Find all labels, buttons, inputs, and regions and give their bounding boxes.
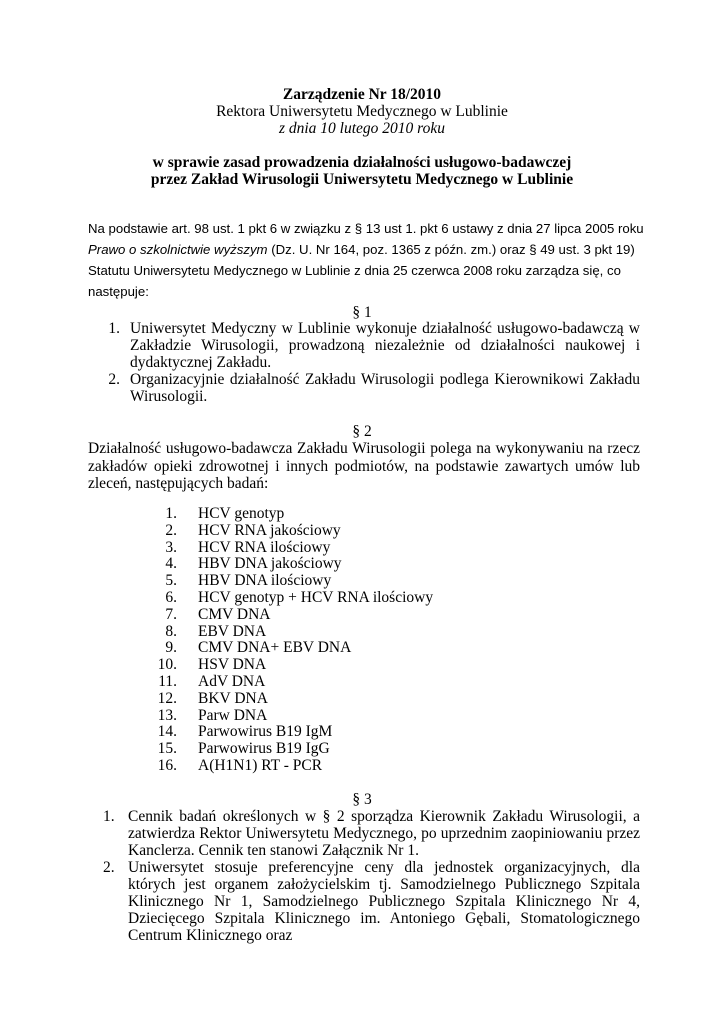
test-name: HBV DNA ilościowy (198, 572, 332, 590)
list-item (96, 320, 640, 371)
list-item (150, 606, 450, 623)
test-name: Parwowirus B19 IgM (198, 723, 333, 741)
list-item-text: Uniwersytet stosuje preferencyjne ceny dla jednostek organizacyjnych, dla których jest organem założycielskim tj. Samodzielnego Publicznego Szpitala Klinicznego Nr 1, Samodzielnego Publicznego Szpitala Klinicznego Nr 4, Dziecięcego Szpitala Klinicznego im. Antoniego Gębali, Stomatologicznego Centrum Klinicznego oraz (128, 859, 640, 944)
list-item (103, 808, 640, 859)
document-subject (0, 154, 724, 188)
list-item (150, 740, 450, 757)
preamble-act-title: Prawo o szkolnictwie wyższym (88, 242, 268, 257)
list-item-text: Organizacyjnie działalność Zakładu Wirusologii podlega Kierownikowi Zakładu Wirusologii. (130, 371, 640, 405)
test-name: HCV genotyp (198, 505, 285, 522)
list-item (150, 723, 450, 740)
test-number: 5. (165, 572, 177, 590)
list-item (150, 505, 450, 522)
list-item (103, 859, 640, 944)
test-name: HSV DNA (198, 656, 267, 674)
test-name: Parwowirus B19 IgG (198, 740, 330, 758)
test-number: 3. (165, 538, 177, 556)
document-header (0, 86, 724, 137)
list-item (150, 522, 450, 539)
list-item (150, 572, 450, 589)
test-number: 14. (157, 723, 177, 741)
list-item (150, 707, 450, 724)
preamble (88, 218, 648, 302)
list-item-number: 1. (108, 320, 120, 337)
list-item (150, 539, 450, 556)
document-date: z dnia 10 lutego 2010 roku (278, 120, 446, 137)
test-name: EBV DNA (198, 622, 267, 640)
document-issuer: Rektora Uniwersytetu Medycznego w Lublinie (216, 103, 508, 120)
test-name: HBV DNA jakościowy (198, 555, 342, 573)
test-number: 15. (157, 740, 177, 758)
section-2-sign: § 2 (352, 423, 372, 440)
test-name: BKV DNA (198, 689, 268, 707)
test-number: 11. (158, 672, 177, 690)
subject-line-1: w sprawie zasad prowadzenia działalności usługowo-badawczej (152, 154, 572, 171)
preamble-text-2: (Dz. U. Nr 164, poz. 1365 z późn. zm.) oraz § 49 ust. 3 pkt 19) Statutu Uniwersytetu Medycznego w Lublinie z dnia 25 czerwca 2008 roku zarządza się, co następuje: (88, 242, 635, 299)
test-name: HCV RNA jakościowy (198, 521, 341, 539)
list-item-number: 2. (108, 371, 120, 388)
list-item-number: 2. (103, 859, 115, 876)
list-item (150, 589, 450, 606)
test-number: 9. (165, 639, 177, 657)
test-name: HCV genotyp + HCV RNA ilościowy (198, 588, 434, 606)
test-name: A(H1N1) RT - PCR (198, 756, 323, 774)
list-item (150, 656, 450, 673)
test-number: 1. (165, 505, 177, 522)
test-number: 16. (157, 756, 177, 774)
list-item-text: Cennik badań określonych w § 2 sporządza Kierownik Zakładu Wirusologii, a zatwierdza Rektor Uniwersytetu Medycznego, po uprzednim zaopiniowaniu przez Kanclerza. Cennik ten stanowi Załącznik Nr 1. (128, 808, 640, 859)
test-name: Parw DNA (198, 706, 268, 724)
test-number: 4. (165, 555, 177, 573)
list-item (150, 623, 450, 640)
section-1-list (96, 320, 640, 405)
list-item-text: Uniwersytet Medyczny w Lublinie wykonuje działalność usługowo-badawczą w Zakładzie Wirusologii, prowadzoną niezależnie od działalności naukowej i dydaktycznej Zakładu. (130, 320, 640, 371)
list-item (96, 371, 640, 405)
document-title: Zarządzenie Nr 18/2010 (282, 86, 442, 103)
test-number: 12. (157, 689, 177, 707)
tests-list (150, 505, 450, 774)
test-name: CMV DNA (198, 605, 271, 623)
test-number: 8. (165, 622, 177, 640)
section-3-sign: § 3 (352, 791, 372, 808)
list-item (150, 673, 450, 690)
test-name: AdV DNA (198, 672, 266, 690)
test-number: 2. (165, 521, 177, 539)
test-number: 7. (165, 605, 177, 623)
subject-line-2: przez Zakład Wirusologii Uniwersytetu Medycznego w Lublinie (150, 171, 574, 188)
list-item (150, 690, 450, 707)
test-number: 6. (165, 588, 177, 606)
test-number: 13. (157, 706, 177, 724)
list-item (150, 555, 450, 572)
test-name: HCV RNA ilościowy (198, 538, 331, 556)
test-number: 10. (157, 656, 177, 674)
section-3-list (103, 808, 640, 944)
preamble-text-1: Na podstawie art. 98 ust. 1 pkt 6 w związku z § 13 ust 1. pkt 6 ustawy z dnia 27 lipca 2005 roku (88, 221, 644, 236)
section-1-sign: § 1 (352, 304, 372, 321)
list-item (150, 757, 450, 774)
list-item-number: 1. (103, 808, 115, 825)
test-name: CMV DNA+ EBV DNA (198, 639, 352, 657)
list-item (150, 639, 450, 656)
section-2-intro: Działalność usługowo-badawcza Zakładu Wirusologii polega na wykonywaniu na rzecz zakładów opieki zdrowotnej i innych podmiotów, na podstawie zawartych umów lub zleceń, następujących badań: (88, 440, 640, 492)
